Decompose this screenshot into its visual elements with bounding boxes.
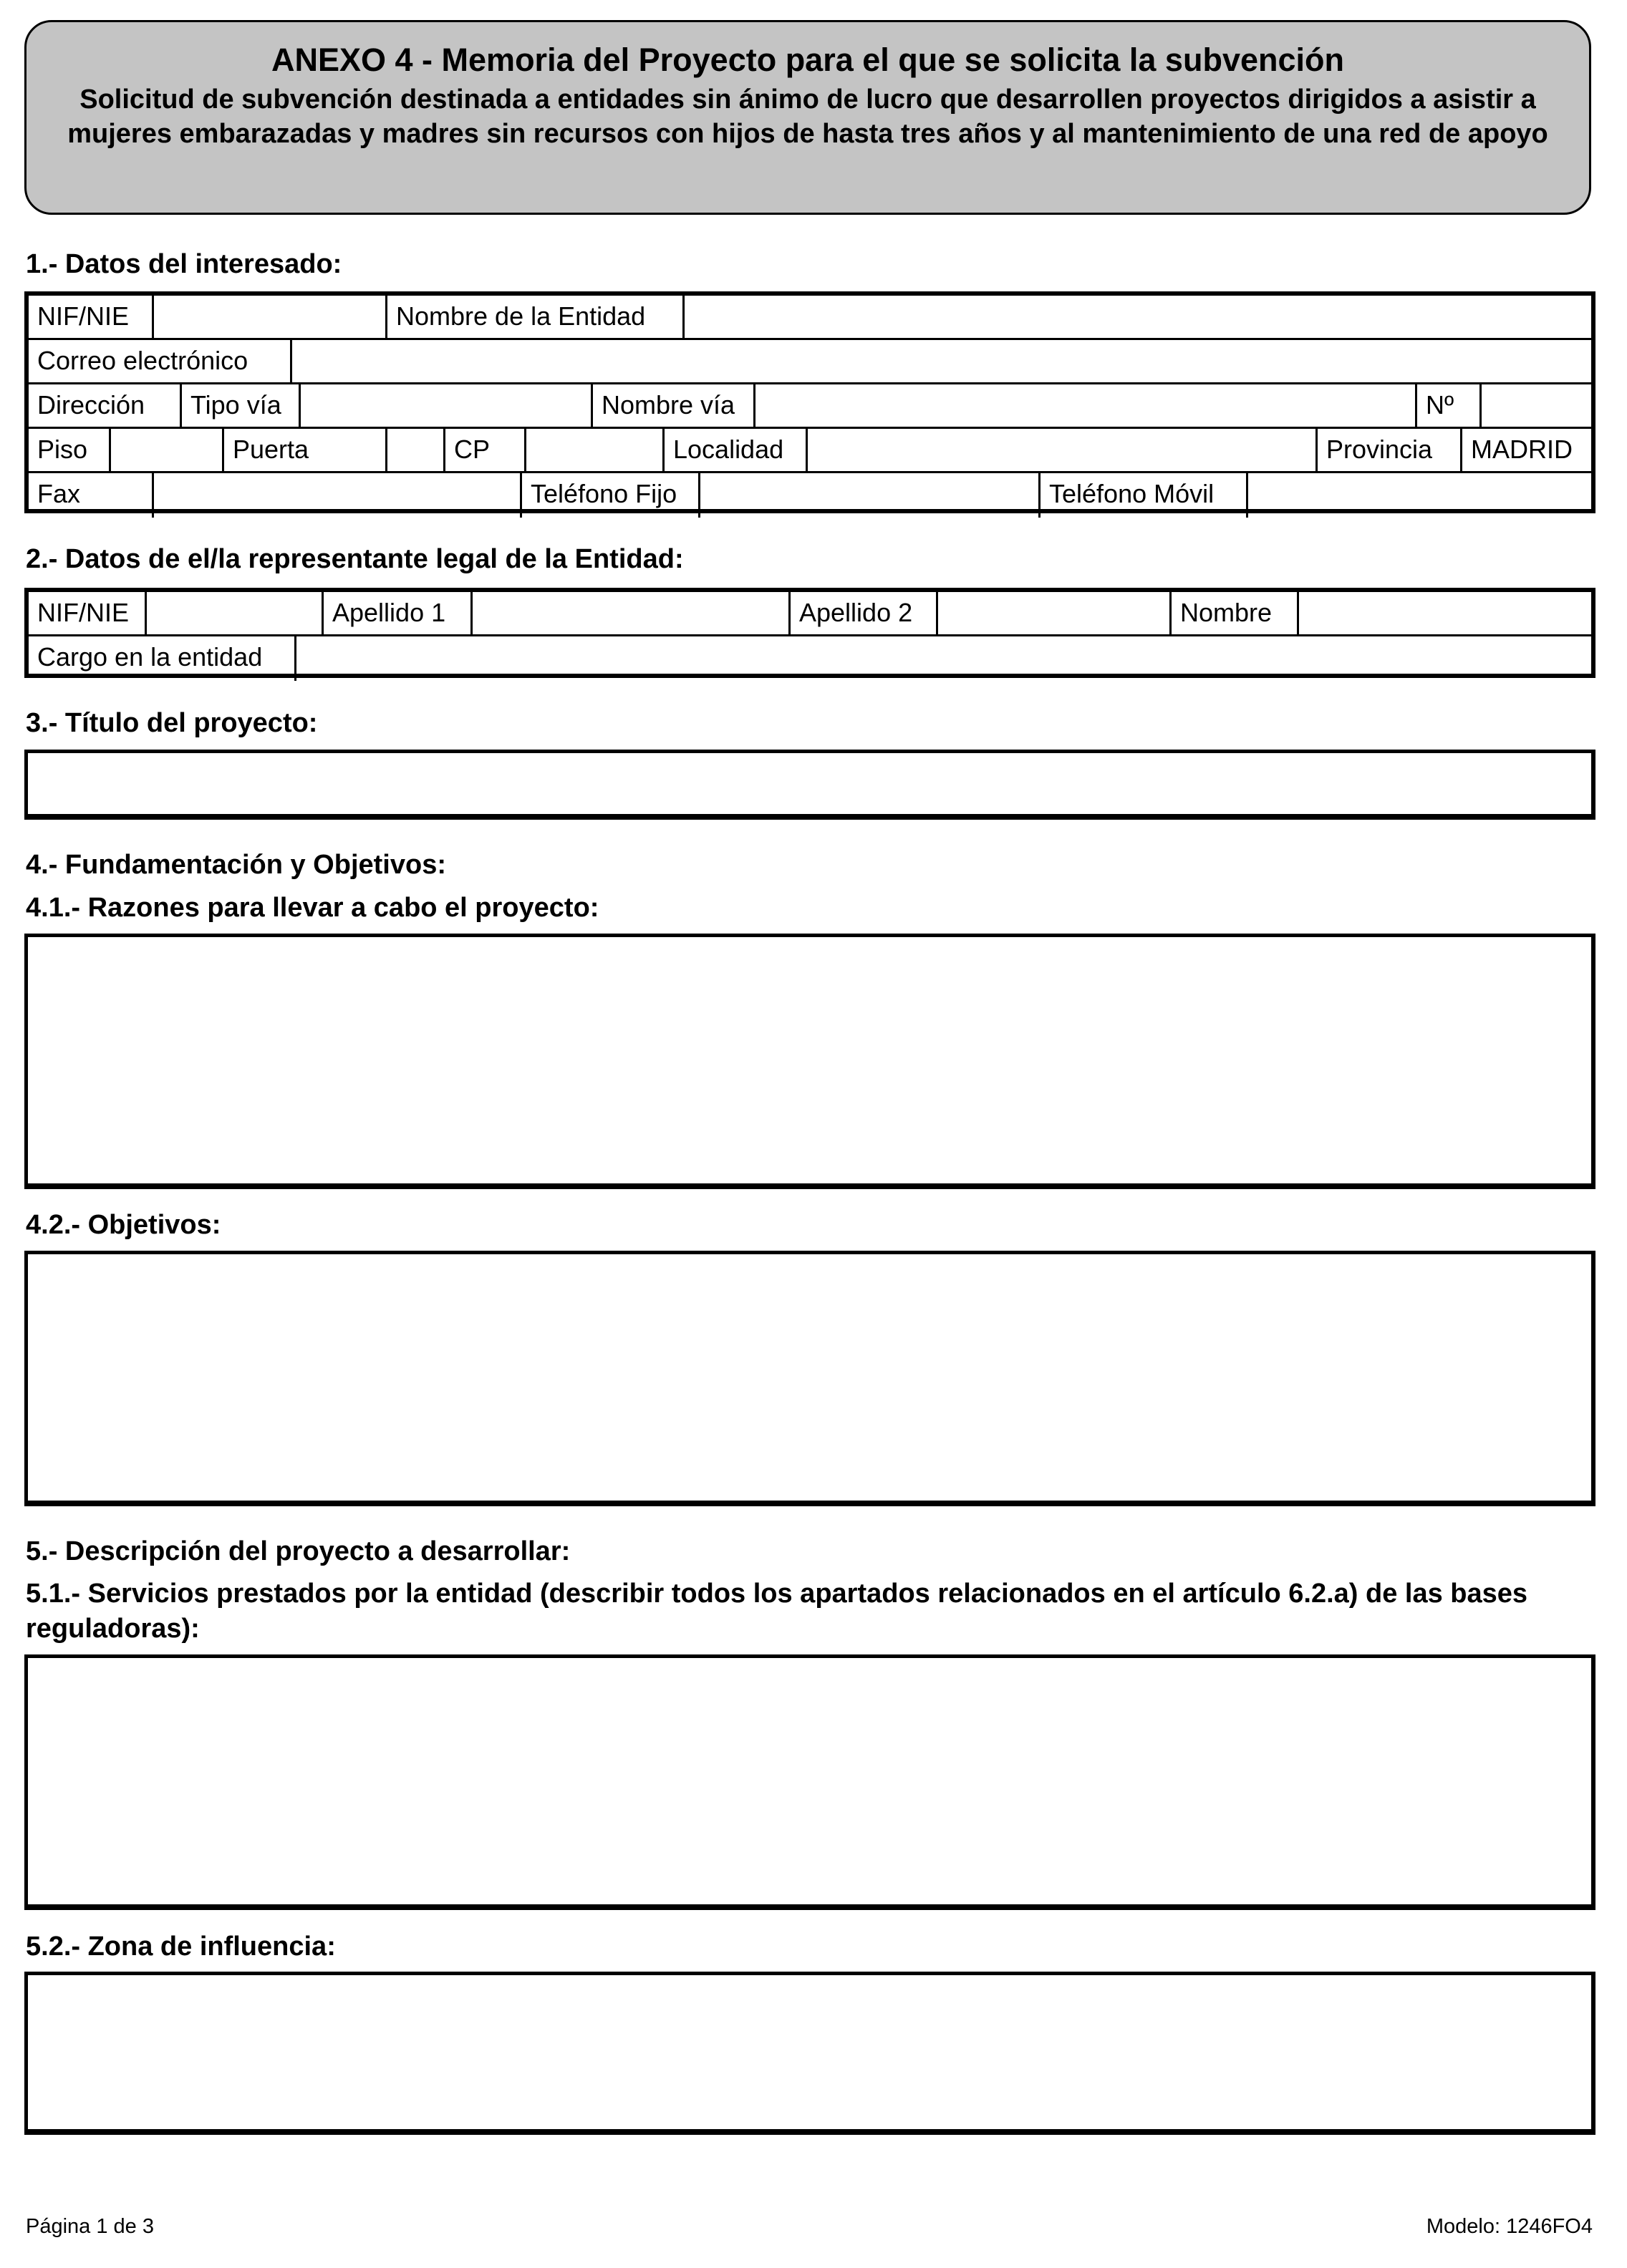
section-2-heading: 2.- Datos de el/la representante legal de la Entidad: (26, 544, 684, 574)
label-provincia: Provincia (1315, 429, 1460, 471)
label-apellido-1: Apellido 1 (322, 592, 470, 634)
fax-input[interactable] (152, 473, 520, 518)
nombre-via-input[interactable] (753, 384, 1415, 427)
label-nombre-via: Nombre vía (591, 384, 753, 427)
label-direccion: Dirección (37, 390, 145, 420)
piso-input[interactable] (109, 429, 222, 471)
tipo-via-input[interactable] (299, 384, 591, 427)
interested-party-table (24, 291, 1595, 513)
label-tipo-via: Tipo vía (180, 384, 299, 427)
label-piso: Piso (37, 435, 88, 464)
nombre-input[interactable] (1297, 592, 1591, 634)
nif-nie-input[interactable] (152, 296, 385, 338)
localidad-input[interactable] (806, 429, 1315, 471)
legal-representative-table (24, 588, 1595, 678)
telefono-fijo-input[interactable] (698, 473, 1038, 518)
label-cp: CP (443, 429, 524, 471)
project-title-field[interactable] (24, 750, 1595, 820)
cp-input[interactable] (524, 429, 662, 471)
services-field[interactable] (24, 1654, 1595, 1910)
form-row (29, 592, 1591, 636)
section-4-heading: 4.- Fundamentación y Objetivos: (26, 850, 446, 880)
cargo-en-la-entidad-input[interactable] (294, 636, 1591, 681)
label-puerta: Puerta (222, 429, 385, 471)
form-row (29, 340, 1591, 384)
label-correo-electronico: Correo electrónico (37, 346, 248, 375)
label-telefono-movil: Teléfono Móvil (1038, 473, 1246, 518)
objectives-field[interactable] (24, 1251, 1595, 1506)
form-row (29, 636, 1591, 681)
section-5-2-heading: 5.2.- Zona de influencia: (26, 1932, 336, 1962)
n-input[interactable] (1479, 384, 1591, 427)
apellido-1-input[interactable] (470, 592, 788, 634)
section-4-1-heading: 4.1.- Razones para llevar a cabo el proyecto: (26, 893, 599, 923)
section-5-1-heading: 5.1.- Servicios prestados por la entidad (describir todos los apartados relacionados en el artículo 6.2.a) de las bases reguladoras): (26, 1579, 1528, 1644)
form-row (29, 429, 1591, 473)
form-row (29, 384, 1591, 429)
label-n: Nº (1415, 384, 1479, 427)
reasons-field[interactable] (24, 934, 1595, 1189)
apellido-2-input[interactable] (936, 592, 1169, 634)
section-3-heading: 3.- Título del proyecto: (26, 708, 318, 738)
correo-electronico-input[interactable] (290, 340, 1591, 382)
form-subtitle: Solicitud de subvención destinada a entidades sin ánimo de lucro que desarrollen proyectos dirigidos a asistir a mujeres embarazadas y madres sin recursos con hijos de hasta tres años y al mantenimiento de una red de apoyo (67, 84, 1548, 149)
telefono-movil-input[interactable] (1246, 473, 1591, 518)
influence-zone-field[interactable] (24, 1972, 1595, 2135)
model-code: Modelo: 1246FO4 (1426, 2215, 1593, 2238)
label-cargo-en-la-entidad: Cargo en la entidad (37, 642, 263, 672)
form-title: ANEXO 4 - Memoria del Proyecto para el que se solicita la subvención (271, 42, 1344, 78)
form-header (24, 20, 1591, 215)
label-fax: Fax (37, 479, 81, 508)
label-nif-nie: NIF/NIE (37, 598, 130, 627)
form-row (29, 296, 1591, 340)
page-number: Página 1 de 3 (26, 2215, 154, 2238)
label-localidad: Localidad (662, 429, 806, 471)
label-nombre: Nombre (1169, 592, 1297, 634)
label-apellido-2: Apellido 2 (788, 592, 936, 634)
nif-nie-input[interactable] (145, 592, 322, 634)
section-1-heading: 1.- Datos del interesado: (26, 249, 342, 279)
provincia-input[interactable]: MADRID (1460, 429, 1591, 471)
nombre-de-la-entidad-input[interactable] (682, 296, 1591, 338)
label-nombre-de-la-entidad: Nombre de la Entidad (385, 296, 682, 338)
section-5-heading: 5.- Descripción del proyecto a desarrollar: (26, 1536, 571, 1566)
puerta-input[interactable] (385, 429, 443, 471)
form-row (29, 473, 1591, 518)
label-nif-nie: NIF/NIE (37, 301, 130, 331)
label-telefono-fijo: Teléfono Fijo (520, 473, 698, 518)
section-4-2-heading: 4.2.- Objetivos: (26, 1210, 221, 1240)
